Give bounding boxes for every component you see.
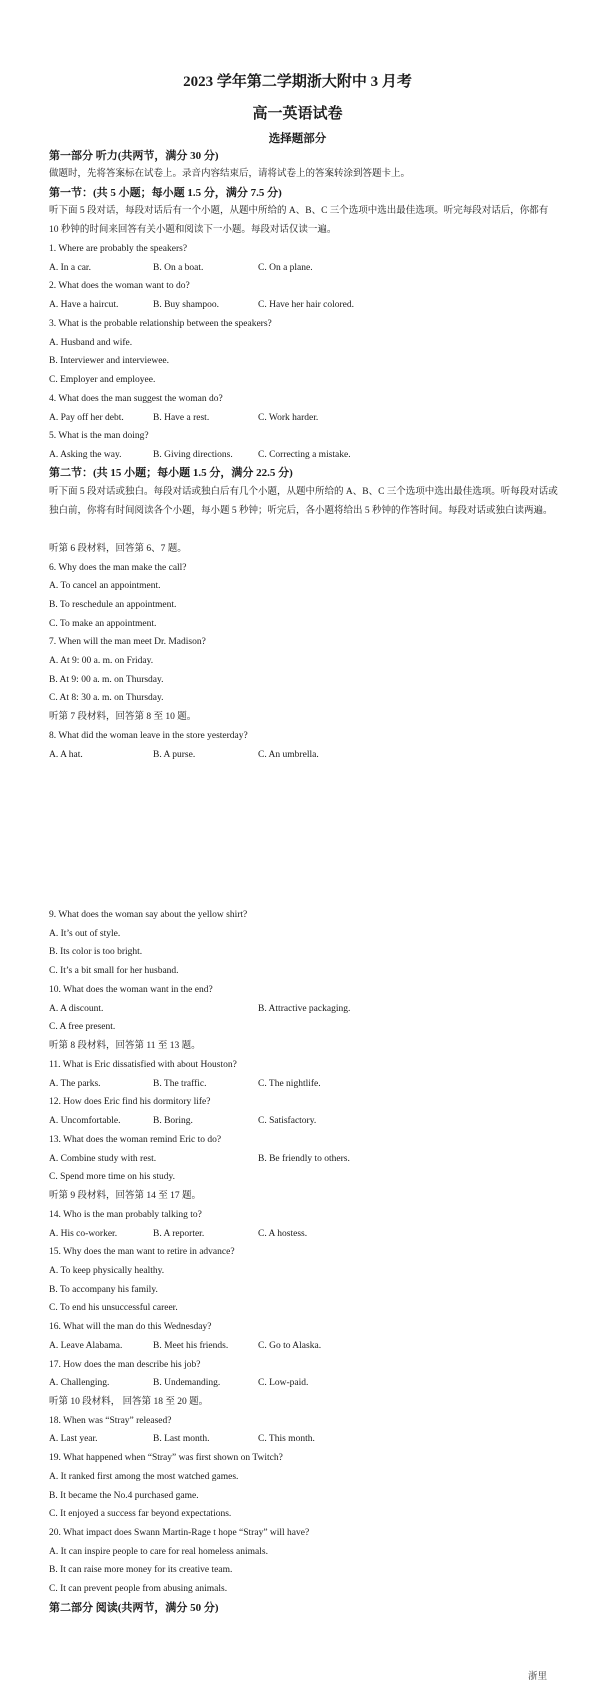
q1-option-b: B. On a boat. xyxy=(153,263,204,273)
material-8-note: 听第 8 段材料，回答第 11 至 13 题。 xyxy=(49,1041,201,1051)
q15-option-b: B. To accompany his family. xyxy=(49,1285,158,1295)
q16-option-a: A. Leave Alabama. xyxy=(49,1341,123,1351)
q13-stem: 13. What does the woman remind Eric to do? xyxy=(49,1135,222,1145)
exam-subtitle: 高一英语试卷 xyxy=(252,106,343,122)
part1-heading: 第一部分 听力(共两节，满分 30 分) xyxy=(49,150,219,162)
q9-option-b: B. Its color is too bright. xyxy=(49,947,143,957)
q10-option-a: A. A discount. xyxy=(49,1004,104,1014)
q13-option-c: C. Spend more time on his study. xyxy=(49,1172,176,1182)
q14-option-b: B. A reporter. xyxy=(153,1229,205,1239)
q11-option-a: A. The parks. xyxy=(49,1079,101,1089)
q1-option-a: A. In a car. xyxy=(49,263,91,273)
q8-stem: 8. What did the woman leave in the store yesterday? xyxy=(49,731,248,741)
q6-stem: 6. Why does the man make the call? xyxy=(49,563,187,573)
section-label: 选择题部分 xyxy=(268,133,327,145)
material-6-note: 听第 6 段材料，回答第 6、7 题。 xyxy=(49,544,187,554)
q11-option-c: C. The nightlife. xyxy=(258,1079,321,1089)
sec2-instruction: 听下面 5 段对话或独白。每段对话或独白后有几个小题，从题中所给的 A、B、C 三个选项中选出最佳选项。听每段对话或独白前，你将有时间阅读各个小题，每小题 5 秒钟；听完后，各小题将给出 5 秒钟的作答时间。每段对话或独白读两遍。 xyxy=(49,487,558,516)
q4-option-a: A. Pay off her debt. xyxy=(49,413,124,423)
exam-title: 2023 学年第二学期浙大附中 3 月考 xyxy=(183,74,412,90)
q12-stem: 12. How does Eric find his dormitory life? xyxy=(49,1097,211,1107)
q5-stem: 5. What is the man doing? xyxy=(49,431,149,441)
q20-option-a: A. It can inspire people to care for real homeless animals. xyxy=(49,1547,268,1557)
q19-stem: 19. What happened when “Stray” was first shown on Twitch? xyxy=(49,1453,283,1463)
q11-stem: 11. What is Eric dissatisfied with about Houston? xyxy=(49,1060,237,1070)
q1-option-c: C. On a plane. xyxy=(258,263,313,273)
q7-stem: 7. When will the man meet Dr. Madison? xyxy=(49,637,206,647)
q12-option-c: C. Satisfactory. xyxy=(258,1116,317,1126)
q5-option-c: C. Correcting a mistake. xyxy=(258,450,351,460)
q19-option-a: A. It ranked first among the most watched games. xyxy=(49,1472,239,1482)
q6-option-b: B. To reschedule an appointment. xyxy=(49,600,177,610)
q8-option-c: C. An umbrella. xyxy=(258,750,319,760)
q7-option-c: C. At 8: 30 a. m. on Thursday. xyxy=(49,693,164,703)
q13-option-b: B. Be friendly to others. xyxy=(258,1154,350,1164)
q6-option-c: C. To make an appointment. xyxy=(49,619,157,629)
q2-option-c: C. Have her hair colored. xyxy=(258,300,355,310)
q18-option-b: B. Last month. xyxy=(153,1434,210,1444)
q9-option-a: A. It’s out of style. xyxy=(49,929,121,939)
q19-option-b: B. It became the No.4 purchased game. xyxy=(49,1491,199,1501)
q13-option-a: A. Combine study with rest. xyxy=(49,1154,157,1164)
q10-option-c: C. A free present. xyxy=(49,1022,116,1032)
sec1-heading: 第一节：(共 5 小题；每小题 1.5 分，满分 7.5 分) xyxy=(49,187,282,199)
q16-option-c: C. Go to Alaska. xyxy=(258,1341,322,1351)
part2-heading: 第二部分 阅读(共两节，满分 50 分) xyxy=(49,1602,219,1614)
footer-watermark: 浙里 xyxy=(528,1672,548,1682)
q8-option-b: B. A purse. xyxy=(153,750,196,760)
sec1-instruction: 听下面 5 段对话，每段对话后有一个小题，从题中所给的 A、B、C 三个选项中选出最佳选项。听完每段对话后，你都有 10 秒钟的时间来回答有关小题和阅读下一小题。每段对话仅读一遍。 xyxy=(49,206,549,235)
q14-option-c: C. A hostess. xyxy=(258,1229,308,1239)
q3-option-a: A. Husband and wife. xyxy=(49,338,133,348)
material-9-note: 听第 9 段材料，回答第 14 至 17 题。 xyxy=(49,1191,202,1201)
q4-option-c: C. Work harder. xyxy=(258,413,319,423)
q3-option-c: C. Employer and employee. xyxy=(49,375,156,385)
q15-stem: 15. Why does the man want to retire in advance? xyxy=(49,1247,235,1257)
q14-option-a: A. His co-worker. xyxy=(49,1229,118,1239)
q19-option-c: C. It enjoyed a success far beyond expectations. xyxy=(49,1509,232,1519)
q15-option-c: C. To end his unsuccessful career. xyxy=(49,1303,178,1313)
q2-stem: 2. What does the woman want to do? xyxy=(49,281,190,291)
q16-option-b: B. Meet his friends. xyxy=(153,1341,229,1351)
q5-option-b: B. Giving directions. xyxy=(153,450,233,460)
sec2-heading: 第二节：(共 15 小题；每小题 1.5 分，满分 22.5 分) xyxy=(49,467,293,479)
q20-option-b: B. It can raise more money for its creative team. xyxy=(49,1565,233,1575)
q16-stem: 16. What will the man do this Wednesday? xyxy=(49,1322,212,1332)
material-10-note: 听第 10 段材料， 回答第 18 至 20 题。 xyxy=(49,1397,209,1407)
q9-stem: 9. What does the woman say about the yellow shirt? xyxy=(49,910,248,920)
q7-option-a: A. At 9: 00 a. m. on Friday. xyxy=(49,656,154,666)
q5-option-a: A. Asking the way. xyxy=(49,450,122,460)
q9-option-c: C. It’s a bit small for her husband. xyxy=(49,966,179,976)
q3-stem: 3. What is the probable relationship between the speakers? xyxy=(49,319,272,329)
part1-instruction: 做题时，先将答案标在试卷上。录音内容结束后，请将试卷上的答案转涂到答题卡上。 xyxy=(49,169,411,179)
q11-option-b: B. The traffic. xyxy=(153,1079,207,1089)
q6-option-a: A. To cancel an appointment. xyxy=(49,581,161,591)
q14-stem: 14. Who is the man probably talking to? xyxy=(49,1210,202,1220)
q8-option-a: A. A hat. xyxy=(49,750,83,760)
q17-option-a: A. Challenging. xyxy=(49,1378,110,1388)
q2-option-b: B. Buy shampoo. xyxy=(153,300,219,310)
q1-stem: 1. Where are probably the speakers? xyxy=(49,244,188,254)
q20-option-c: C. It can prevent people from abusing animals. xyxy=(49,1584,228,1594)
q12-option-b: B. Boring. xyxy=(153,1116,193,1126)
q2-option-a: A. Have a haircut. xyxy=(49,300,119,310)
q10-stem: 10. What does the woman want in the end? xyxy=(49,985,213,995)
material-7-note: 听第 7 段材料，回答第 8 至 10 题。 xyxy=(49,712,197,722)
q18-option-a: A. Last year. xyxy=(49,1434,98,1444)
q7-option-b: B. At 9: 00 a. m. on Thursday. xyxy=(49,675,164,685)
q18-option-c: C. This month. xyxy=(258,1434,315,1444)
q4-stem: 4. What does the man suggest the woman do? xyxy=(49,394,223,404)
q17-stem: 17. How does the man describe his job? xyxy=(49,1360,201,1370)
q3-option-b: B. Interviewer and interviewee. xyxy=(49,356,170,366)
q17-option-b: B. Undemanding. xyxy=(153,1378,221,1388)
q12-option-a: A. Uncomfortable. xyxy=(49,1116,121,1126)
q17-option-c: C. Low-paid. xyxy=(258,1378,309,1388)
q4-option-b: B. Have a rest. xyxy=(153,413,210,423)
q18-stem: 18. When was “Stray” released? xyxy=(49,1416,172,1426)
q15-option-a: A. To keep physically healthy. xyxy=(49,1266,165,1276)
q10-option-b: B. Attractive packaging. xyxy=(258,1004,351,1014)
q20-stem: 20. What impact does Swann Martin-Rage t hope “Stray” will have? xyxy=(49,1528,310,1538)
